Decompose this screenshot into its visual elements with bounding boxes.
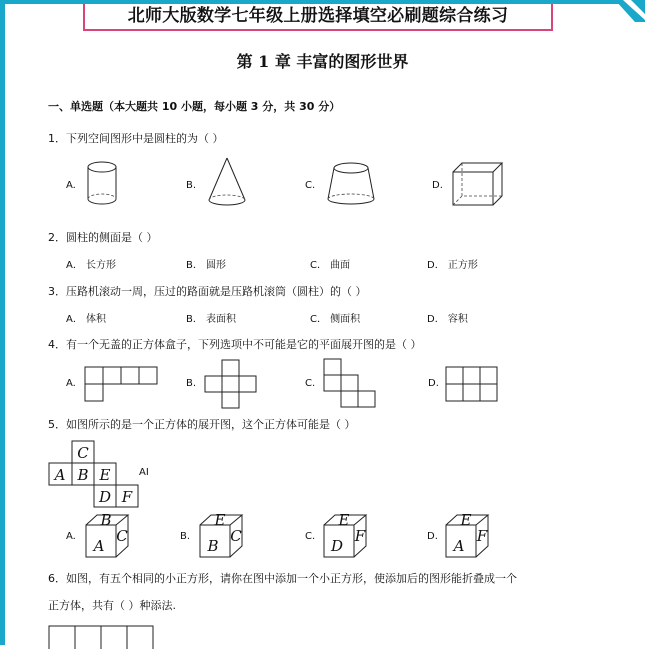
q3-option-d[interactable]: D． 容积 — [427, 314, 468, 325]
question-4: 4．有一个无盖的正方体盒子，下列选项中不可能是它的平面展开图的是（ ） — [48, 338, 422, 351]
question-3: 3．压路机滚动一周，压过的路面就是压路机滚筒（圆柱）的（ ） — [48, 285, 367, 298]
q5-option-b-label: B. — [180, 531, 191, 542]
net-letter-e: E — [99, 466, 111, 484]
q2-option-b[interactable]: B． 圆形 — [186, 260, 227, 271]
q2-option-a[interactable]: A． 长方形 — [66, 260, 117, 271]
cube-a-top: B — [100, 511, 112, 529]
q5-option-c-label: C. — [305, 531, 316, 542]
q5-option-d-label: D. — [427, 531, 438, 542]
ai-mark: AI — [139, 467, 149, 478]
cube-d-top: E — [460, 511, 472, 529]
cone-figure — [206, 156, 250, 212]
q1-option-c-label: C. — [305, 180, 316, 191]
q5-cube-a — [84, 513, 132, 561]
cylinder-figure — [86, 158, 122, 208]
frustum-figure — [325, 160, 381, 208]
q2-option-d[interactable]: D． 正方形 — [427, 260, 478, 271]
q6-five-squares — [48, 625, 158, 649]
cube-d-front: A — [453, 537, 465, 555]
cube-c-front: D — [330, 537, 344, 555]
banner-title: 北师大版数学七年级上册选择填空必刷题综合练习 — [83, 4, 553, 31]
cube-c-side: F — [354, 527, 366, 545]
q4-option-d-label: D. — [428, 378, 439, 389]
cuboid-figure — [450, 160, 506, 210]
q5-cube-c — [322, 513, 370, 561]
q4-net-d — [445, 366, 501, 404]
q3-option-a[interactable]: A． 体积 — [66, 314, 107, 325]
cube-b-top: E — [214, 511, 226, 529]
q3-option-b[interactable]: B． 表面积 — [186, 314, 237, 325]
q4-option-c-label: C. — [305, 378, 316, 389]
q3-option-c[interactable]: C． 侧面积 — [310, 314, 361, 325]
section-heading: 一、单选题（本大题共 10 小题，每小题 3 分，共 30 分） — [48, 100, 341, 113]
net-letter-c: C — [77, 444, 89, 462]
q5-cube-b — [198, 513, 246, 561]
q1-option-d-label: D. — [432, 180, 443, 191]
cube-b-front: B — [207, 537, 219, 555]
cube-c-top: E — [338, 511, 350, 529]
q4-option-a-label: A. — [66, 378, 76, 389]
q4-net-c — [323, 358, 379, 410]
q5-option-a-label: A. — [66, 531, 76, 542]
q4-option-b-label: B. — [186, 378, 197, 389]
net-letter-d: D — [98, 488, 112, 506]
q5-cube-d — [444, 513, 492, 561]
question-1: 1．下列空间图形中是圆柱的为（ ） — [48, 132, 224, 145]
net-letter-b: B — [77, 466, 89, 484]
question-5: 5．如图所示的是一个正方体的展开图，这个正方体可能是（ ） — [48, 418, 356, 431]
cube-a-front: A — [93, 537, 105, 555]
q2-option-c[interactable]: C． 曲面 — [310, 260, 351, 271]
q4-net-b — [204, 359, 264, 409]
question-6-line-1: 6．如图，有五个相同的小正方形，请你在图中添加一个小正方形，使添加后的图形能折叠成一个 — [48, 572, 517, 585]
net-letter-f: F — [121, 488, 133, 506]
cube-d-side: F — [476, 527, 488, 545]
q1-option-a-label: A. — [66, 180, 76, 191]
q4-net-a — [84, 366, 164, 404]
question-2: 2．圆柱的侧面是（ ） — [48, 231, 158, 244]
net-letter-a: A — [54, 466, 66, 484]
question-6-line-2: 正方体，共有（ ）种添法. — [48, 599, 176, 612]
chapter-title: 第 1 章 丰富的图形世界 — [236, 52, 409, 71]
cube-a-side: C — [116, 527, 128, 545]
cube-b-side: C — [230, 527, 242, 545]
q5-cube-net — [48, 440, 148, 510]
left-accent-bar — [0, 0, 5, 645]
q1-option-b-label: B. — [186, 180, 197, 191]
corner-ribbon-icon — [605, 0, 645, 22]
